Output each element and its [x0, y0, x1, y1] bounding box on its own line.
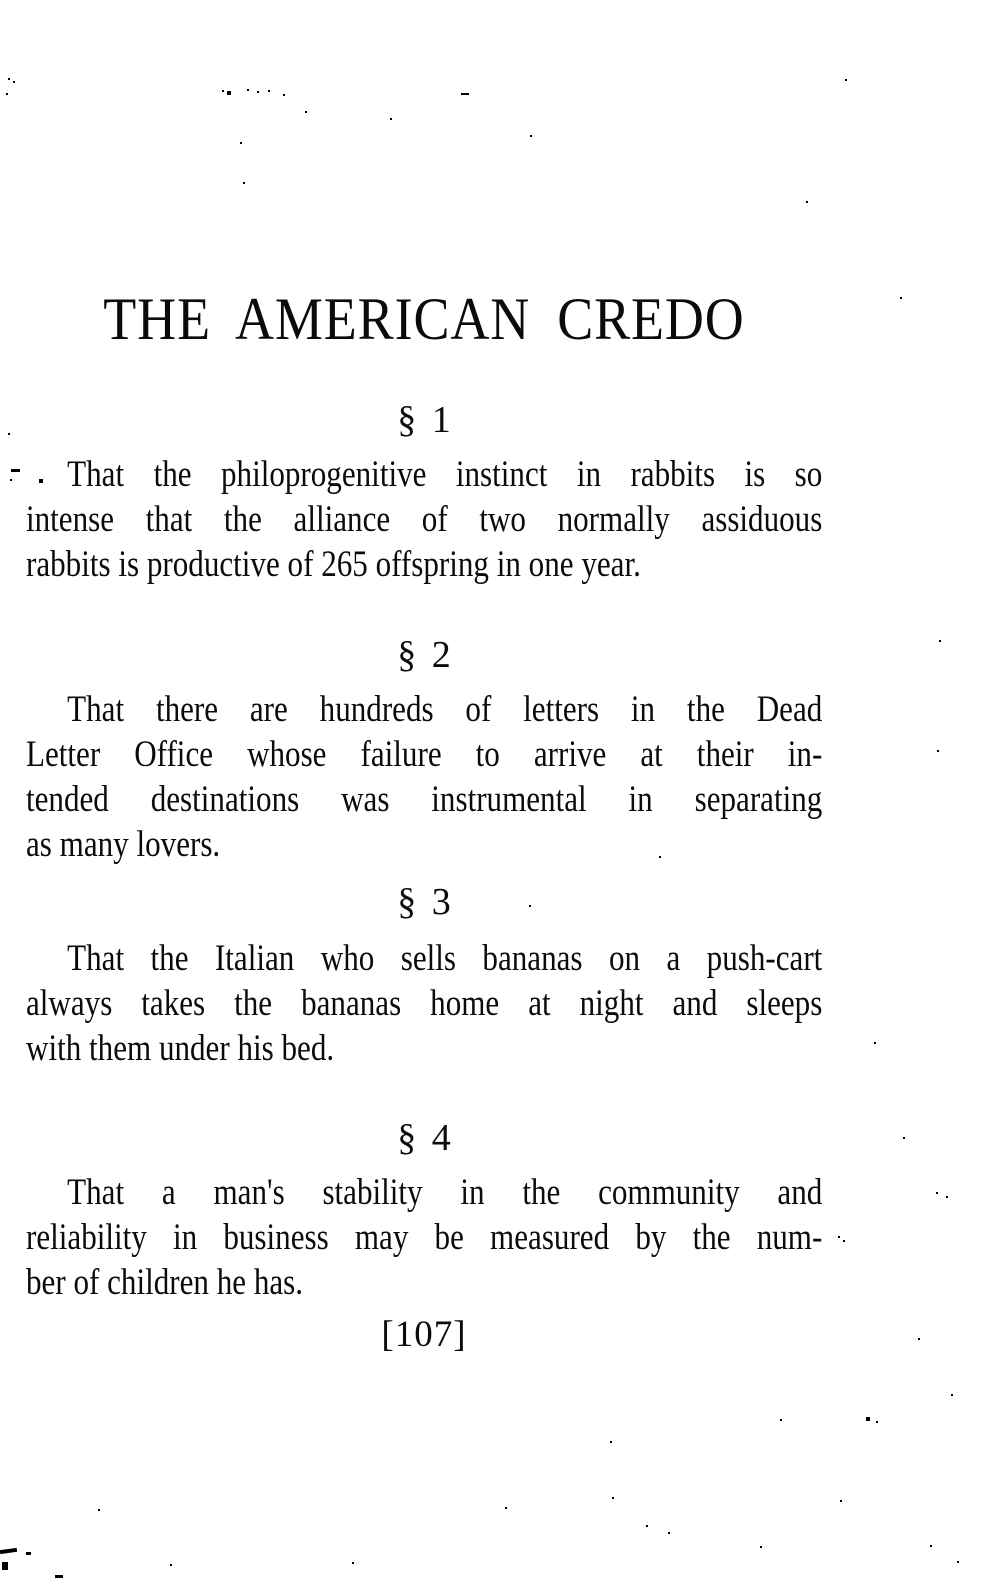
paragraph-line: intense that the alliance of two normally assiduous	[26, 499, 823, 540]
page-title: THE AMERICAN CREDO	[103, 286, 745, 352]
scan-noise-mark	[55, 1575, 63, 1578]
paragraph-line: as many lovers.	[26, 824, 221, 865]
paragraph-line: with them under his bed.	[26, 1028, 335, 1069]
scan-noise-mark	[461, 93, 469, 95]
paragraph-1	[26, 452, 822, 587]
paragraph-line: tended destinations was instrumental in separating	[26, 779, 823, 820]
paragraph-line: That the Italian who sells bananas on a push-cart	[67, 938, 823, 979]
scan-noise-mark	[11, 469, 20, 472]
page-number: [107]	[381, 1314, 467, 1355]
paragraph-3	[26, 936, 822, 1071]
scan-noise-mark	[2, 1562, 8, 1570]
paragraph-line: reliability in business may be measured by the num-	[26, 1217, 823, 1258]
paragraph-line: rabbits is productive of 265 offspring in one year.	[26, 544, 641, 585]
paragraph-line: That a man's stability in the community and	[67, 1172, 823, 1213]
section-mark-1: § 1	[397, 399, 451, 441]
section-mark-4: § 4	[397, 1117, 451, 1159]
paragraph-line: That the philoprogenitive instinct in rabbits is so	[67, 454, 823, 495]
paragraph-line: always takes the bananas home at night and sleeps	[26, 983, 823, 1024]
scan-noise-mark	[0, 1548, 17, 1554]
scan-noise-specks	[0, 0, 2, 2]
paragraph-2	[26, 687, 822, 867]
paragraph-line: That there are hundreds of letters in the Dead	[67, 689, 823, 730]
paragraph-line: ber of children he has.	[26, 1262, 304, 1303]
section-mark-3: § 3	[397, 881, 451, 923]
paragraph-line: Letter Office whose failure to arrive at their in-	[26, 734, 823, 775]
scan-noise-mark	[26, 1552, 31, 1555]
paragraph-4	[26, 1170, 822, 1305]
section-mark-2: § 2	[397, 634, 451, 676]
